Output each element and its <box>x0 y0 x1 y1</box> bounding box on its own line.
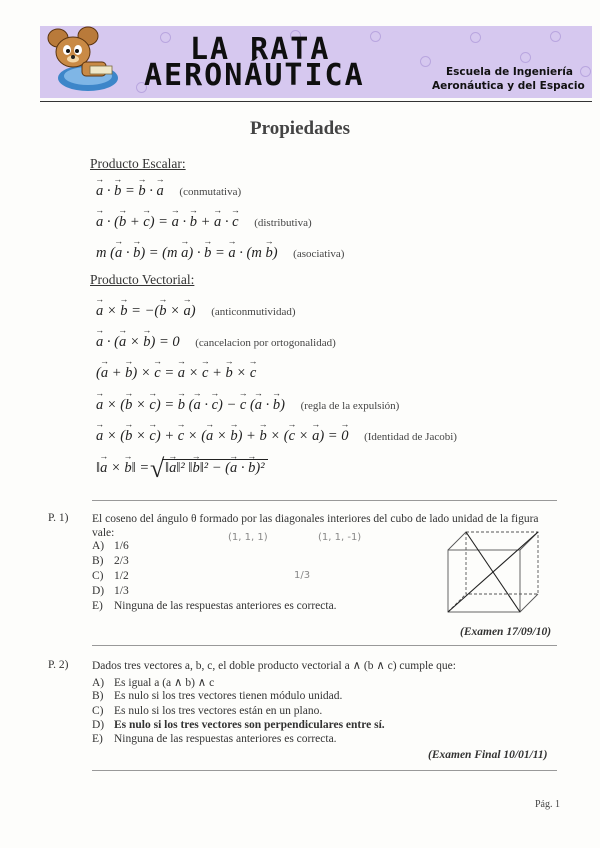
formula-note: (anticonmutividad) <box>211 306 296 318</box>
exam-source: (Examen 17/09/10) <box>460 626 552 638</box>
formula-jacobi: → a × (→ b × → c) + → c × (→ a × → b) + → b × (→ c × → a) = → 0 (Identidad de Jacobi) <box>96 428 457 445</box>
question-text: El coseno del ángulo θ formado por las diagonales interiores del cubo de lado unidad de la figura vale: <box>92 513 539 539</box>
question-label: P. 1) <box>48 512 69 524</box>
formula-note: (asociativa) <box>293 248 345 260</box>
decorative-circle <box>520 52 531 63</box>
school-name-line2: Aeronáutica y del Espacio <box>432 80 585 92</box>
formula-distributive: → a · (→ b + → c) = → a · → b + → a · → c (distributiva) <box>96 214 312 231</box>
decorative-circle <box>470 32 481 43</box>
formula-note: (distributiva) <box>254 217 312 229</box>
answer-option: B) 2/3 <box>92 555 129 567</box>
formula-note: (cancelacion por ortogonalidad) <box>195 337 336 349</box>
decorative-circle <box>550 31 561 42</box>
formula-expulsion-rule: → a × (→ b × → c) = → b (→ a · → c) − → c (→ a · → b) (regla de la expulsión) <box>96 397 399 414</box>
cube-figure <box>430 522 560 622</box>
section-heading-vector: Producto Vectorial: <box>90 272 195 287</box>
decorative-circle <box>580 66 591 77</box>
decorative-circle <box>420 56 431 67</box>
answer-option: E) Ninguna de las respuestas anteriores es correcta. <box>92 733 337 745</box>
rat-mascot-icon <box>42 26 124 98</box>
question-text: Dados tres vectores a, b, c, el doble producto vectorial a ∧ (b ∧ c) cumple que: <box>92 660 456 672</box>
answer-option: C) Es nulo si los tres vectores están en un plano. <box>92 705 323 717</box>
school-name-line1: Escuela de Ingeniería <box>446 66 573 78</box>
formula-distributive-cross: (→ a + → b) × → c = → a × → c + → b × → c <box>96 365 256 382</box>
answer-option: A) Es igual a (a ∧ b) ∧ c <box>92 677 215 689</box>
section-heading-scalar: Producto Escalar: <box>90 156 186 171</box>
header-rule <box>40 101 592 102</box>
handwritten-note: (1, 1, 1) <box>228 532 268 543</box>
formula-lagrange: ‖→ a × → b‖ = √ ‖→ a‖² ‖→ b‖² − (→ a · → b)² <box>96 459 268 477</box>
header-banner <box>40 26 592 98</box>
formula-commutative: → a · → b = → b · → a (conmutativa) <box>96 183 241 200</box>
formula-associative: m (→ a · → b) = (m → a) · → b = → a · (m → b) (asociativa) <box>96 245 344 262</box>
exam-source: (Examen Final 10/01/11) <box>428 749 548 761</box>
formula-anticommutative: → a × → b = −(→ b × → a) (anticonmutividad) <box>96 303 296 320</box>
formula-note: (regla de la expulsión) <box>300 400 400 412</box>
answer-option: B) Es nulo si los tres vectores tienen módulo unidad. <box>92 690 343 702</box>
answer-option-highlighted: D) Es nulo si los tres vectores son perpendiculares entre sí. <box>92 719 385 731</box>
page-number: Pág. 1 <box>535 799 560 810</box>
handwritten-note: (1, 1, -1) <box>318 532 362 543</box>
answer-option: D) 1/3 <box>92 585 129 597</box>
formula-note: (conmutativa) <box>179 186 242 198</box>
decorative-circle <box>370 31 381 42</box>
page-title: Propiedades <box>250 118 350 139</box>
handwritten-note: 1/3 <box>294 570 311 581</box>
answer-option: C) 1/2 <box>92 570 129 582</box>
divider <box>92 645 557 646</box>
divider <box>92 770 557 771</box>
question-label: P. 2) <box>48 659 69 671</box>
answer-option: E) Ninguna de las respuestas anteriores es correcta. <box>92 600 337 612</box>
formula-orthogonality: → a · (→ a × → b) = 0 (cancelacion por ortogonalidad) <box>96 334 336 351</box>
decorative-circle <box>160 32 171 43</box>
answer-option: A) 1/6 <box>92 540 129 552</box>
brand-title-line2: AERONÁUTICA <box>144 58 365 93</box>
divider <box>92 500 557 501</box>
formula-note: (Identidad de Jacobi) <box>364 431 457 443</box>
brand-title-line1: LA RATA <box>190 32 331 67</box>
